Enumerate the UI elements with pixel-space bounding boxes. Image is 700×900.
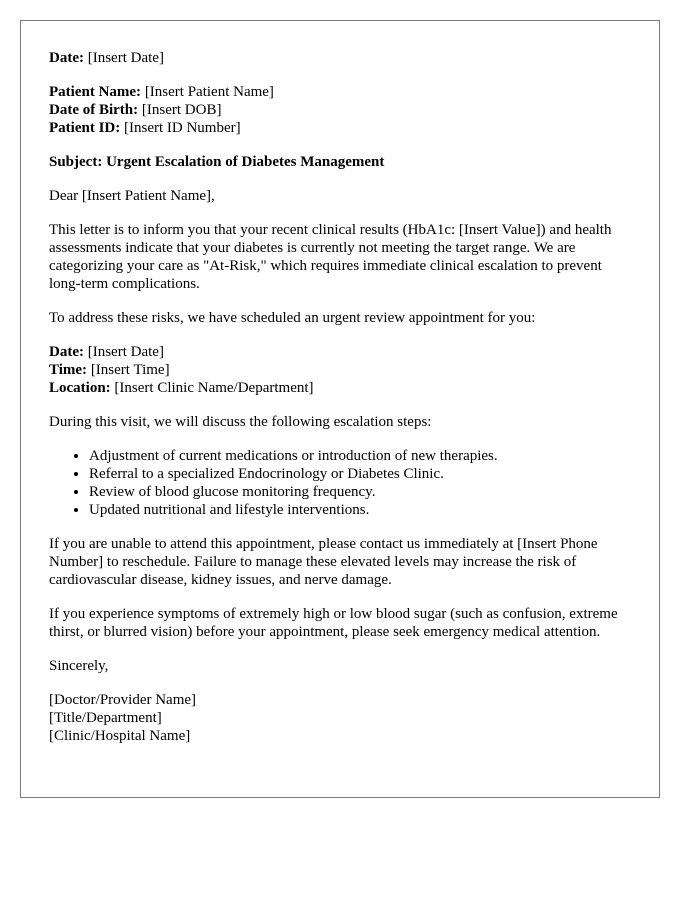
subject-line	[49, 153, 631, 171]
signature-title: [Title/Department]	[49, 710, 162, 726]
patient-name-line	[49, 83, 631, 101]
patient-name-label: Patient Name:	[49, 84, 142, 100]
list-item: • Adjustment of current medications or introduction of new therapies.	[89, 447, 631, 465]
paragraph-steps-intro: During this visit, we will discuss the following escalation steps:	[49, 414, 432, 430]
list-item: • Referral to a specialized Endocrinology or Diabetes Clinic.	[89, 465, 631, 483]
patient-id-label: Patient ID:	[49, 120, 121, 136]
appointment-date-label: Date:	[49, 344, 84, 360]
appointment-details	[49, 343, 631, 397]
date-line	[49, 49, 631, 67]
paragraph-contact: If you are unable to attend this appointment, please contact us immediately at [Insert Phone Number] to reschedule. Failure to manage these elevated levels may increase the risk of cardiovascular disease, kidney issues, and nerve damage.	[49, 536, 598, 588]
subject: Subject: Urgent Escalation of Diabetes Management	[49, 154, 385, 170]
greeting: Dear [Insert Patient Name],	[49, 188, 215, 204]
paragraph-appointment-intro: To address these risks, we have scheduled an urgent review appointment for you:	[49, 310, 536, 326]
signature-clinic: [Clinic/Hospital Name]	[49, 728, 191, 744]
appointment-date-value: [Insert Date]	[87, 344, 164, 360]
patient-id-value: [Insert ID Number]	[124, 120, 241, 136]
date-label: Date:	[49, 50, 84, 66]
appointment-location-line	[49, 379, 631, 397]
signature-block	[49, 691, 631, 745]
patient-dob-line	[49, 101, 631, 119]
appointment-location-label: Location:	[49, 380, 111, 396]
letter	[20, 20, 660, 798]
patient-id-line	[49, 119, 631, 137]
closing: Sincerely,	[49, 658, 109, 674]
paragraph-emergency: If you experience symptoms of extremely high or low blood sugar (such as confusion, extreme thirst, or blurred vision) before your appointment, please seek emergency medical attention.	[49, 606, 618, 640]
signature-name: [Doctor/Provider Name]	[49, 692, 197, 708]
patient-dob-label: Date of Birth:	[49, 102, 139, 118]
appointment-time-label: Time:	[49, 362, 88, 378]
patient-info	[49, 83, 631, 137]
appointment-location-value: [Insert Clinic Name/Department]	[114, 380, 314, 396]
paragraph-results: This letter is to inform you that your recent clinical results (HbA1c: [Insert Value]) and health assessments indicate that your diabetes is currently not meeting the target range. We are categorizing your care as "At-Risk," which requires immediate clinical escalation to prevent long-term complications.	[49, 222, 612, 292]
patient-dob-value: [Insert DOB]	[141, 102, 222, 118]
date-value: [Insert Date]	[87, 50, 164, 66]
escalation-steps-list	[49, 447, 631, 519]
list-item: • Updated nutritional and lifestyle interventions.	[89, 501, 631, 519]
appointment-date-line	[49, 343, 631, 361]
list-item: • Review of blood glucose monitoring frequency.	[89, 483, 631, 501]
appointment-time-value: [Insert Time]	[90, 362, 170, 378]
appointment-time-line	[49, 361, 631, 379]
patient-name-value: [Insert Patient Name]	[144, 84, 274, 100]
